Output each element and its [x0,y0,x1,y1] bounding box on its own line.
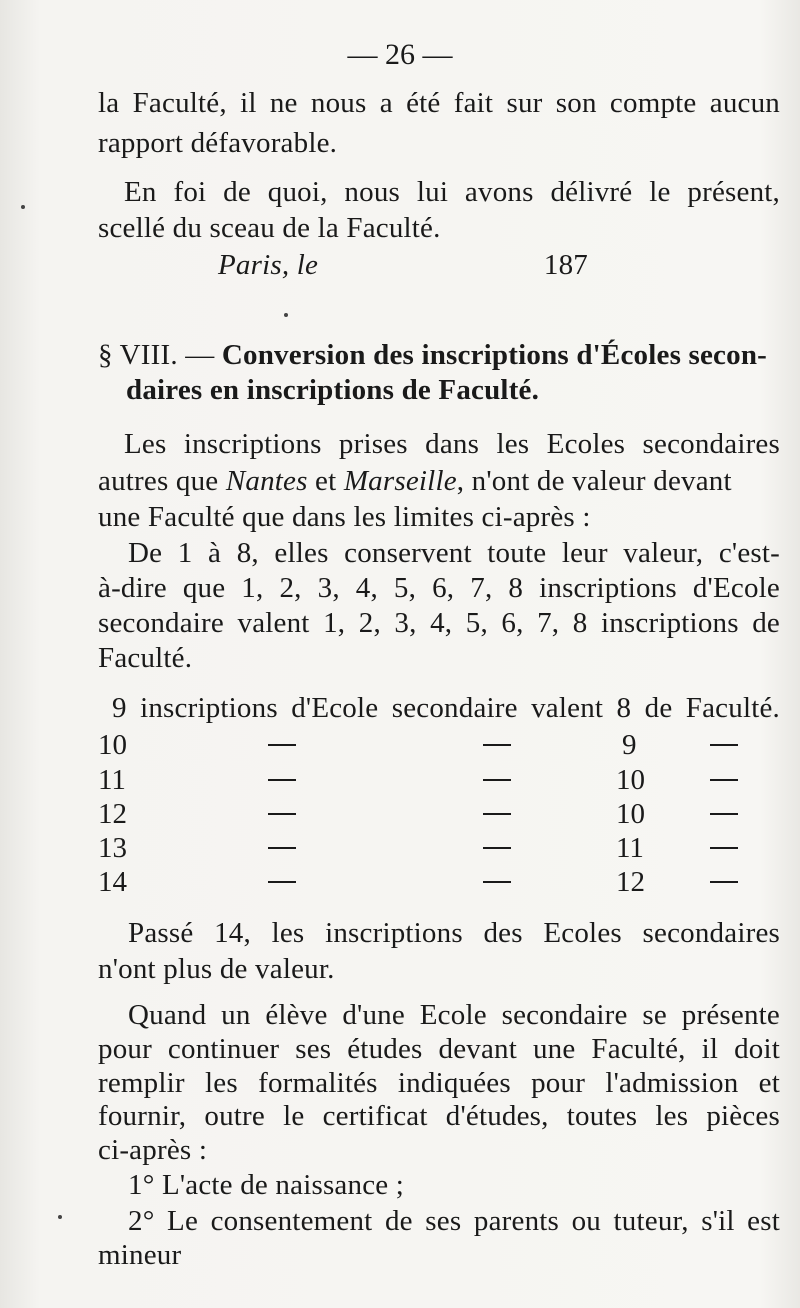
faculte-count: 10 [616,764,645,796]
page-number: — 26 — [347,38,453,71]
ditto-dash [483,779,511,781]
text-line: Quand un élève d'une Ecole secondaire se présente [128,999,780,1031]
ecole-count: 13 [98,832,127,864]
table-row [98,831,780,865]
ecole-count: 14 [98,866,127,898]
text-line: secondaire valent 1, 2, 3, 4, 5, 6, 7, 8 inscriptions de [98,607,780,639]
table-row [98,763,780,797]
ditto-dash [268,881,296,883]
section-title: Conversion des inscriptions d'Écoles secon- [221,339,768,371]
text-line: scellé du sceau de la Faculté. [98,212,441,244]
text-line: En foi de quoi, nous lui avons délivré le présent, [124,176,780,208]
section-heading-line-1 [98,338,780,372]
faculte-count: 10 [616,798,645,830]
text-line: 9 inscriptions d'Ecole secondaire valent 8 de Faculté. [112,692,780,724]
ditto-dash [710,744,738,746]
year-label: 187 [543,249,588,281]
text-line: autres que Nantes et Marseille, n'ont de valeur devant [98,465,732,497]
text-line: pour continuer ses études devant une Faculté, il doit [98,1033,780,1065]
ditto-dash [268,847,296,849]
section-title-cont: daires en inscriptions de Faculté. [126,374,540,406]
ditto-dash [268,744,296,746]
list-item: 1° L'acte de naissance ; [128,1169,405,1201]
faculte-count: 12 [616,866,645,898]
text-line: De 1 à 8, elles conservent toute leur valeur, c'est- [128,537,780,569]
text-line: la Faculté, il ne nous a été fait sur son compte aucun [98,87,780,119]
place-date-label: Paris, le [218,249,319,281]
ditto-dash [710,779,738,781]
text-line: Les inscriptions prises dans les Ecoles secondaires [124,428,780,460]
text-line: remplir les formalités indiquées pour l'admission et [98,1067,780,1099]
faculte-count: 9 [622,729,637,761]
table-row [98,865,780,899]
ditto-dash [710,847,738,849]
print-speck [284,313,288,317]
ditto-dash [483,744,511,746]
text-line: mineur [98,1239,182,1271]
text-line: une Faculté que dans les limites ci-après : [98,501,591,533]
ditto-dash [710,813,738,815]
ditto-dash [483,881,511,883]
text-line: fournir, outre le certificat d'études, toutes les pièces [98,1100,780,1132]
ditto-dash [268,779,296,781]
ecole-count: 11 [98,764,126,796]
city-nantes: Nantes [225,465,308,497]
section-number: § VIII. — [98,339,222,371]
ditto-dash [268,813,296,815]
table-row [98,728,780,762]
ecole-count: 10 [98,729,127,761]
text-line: Faculté. [98,642,193,674]
text-line: ci-après : [98,1134,208,1166]
city-marseille: Marseille [343,465,457,497]
date-line [218,248,588,282]
text-line: rapport défavorable. [98,127,338,159]
print-speck [21,205,25,209]
ditto-dash [483,813,511,815]
text-line: Passé 14, les inscriptions des Ecoles secondaires [128,917,780,949]
table-row [98,797,780,831]
print-speck [58,1215,62,1219]
text-line: n'ont plus de valeur. [98,953,335,985]
ditto-dash [483,847,511,849]
faculte-count: 11 [616,832,644,864]
ecole-count: 12 [98,798,127,830]
text-line: à-dire que 1, 2, 3, 4, 5, 6, 7, 8 inscriptions d'Ecole [98,572,780,604]
ditto-dash [710,881,738,883]
list-item: 2° Le consentement de ses parents ou tuteur, s'il est [128,1205,780,1237]
